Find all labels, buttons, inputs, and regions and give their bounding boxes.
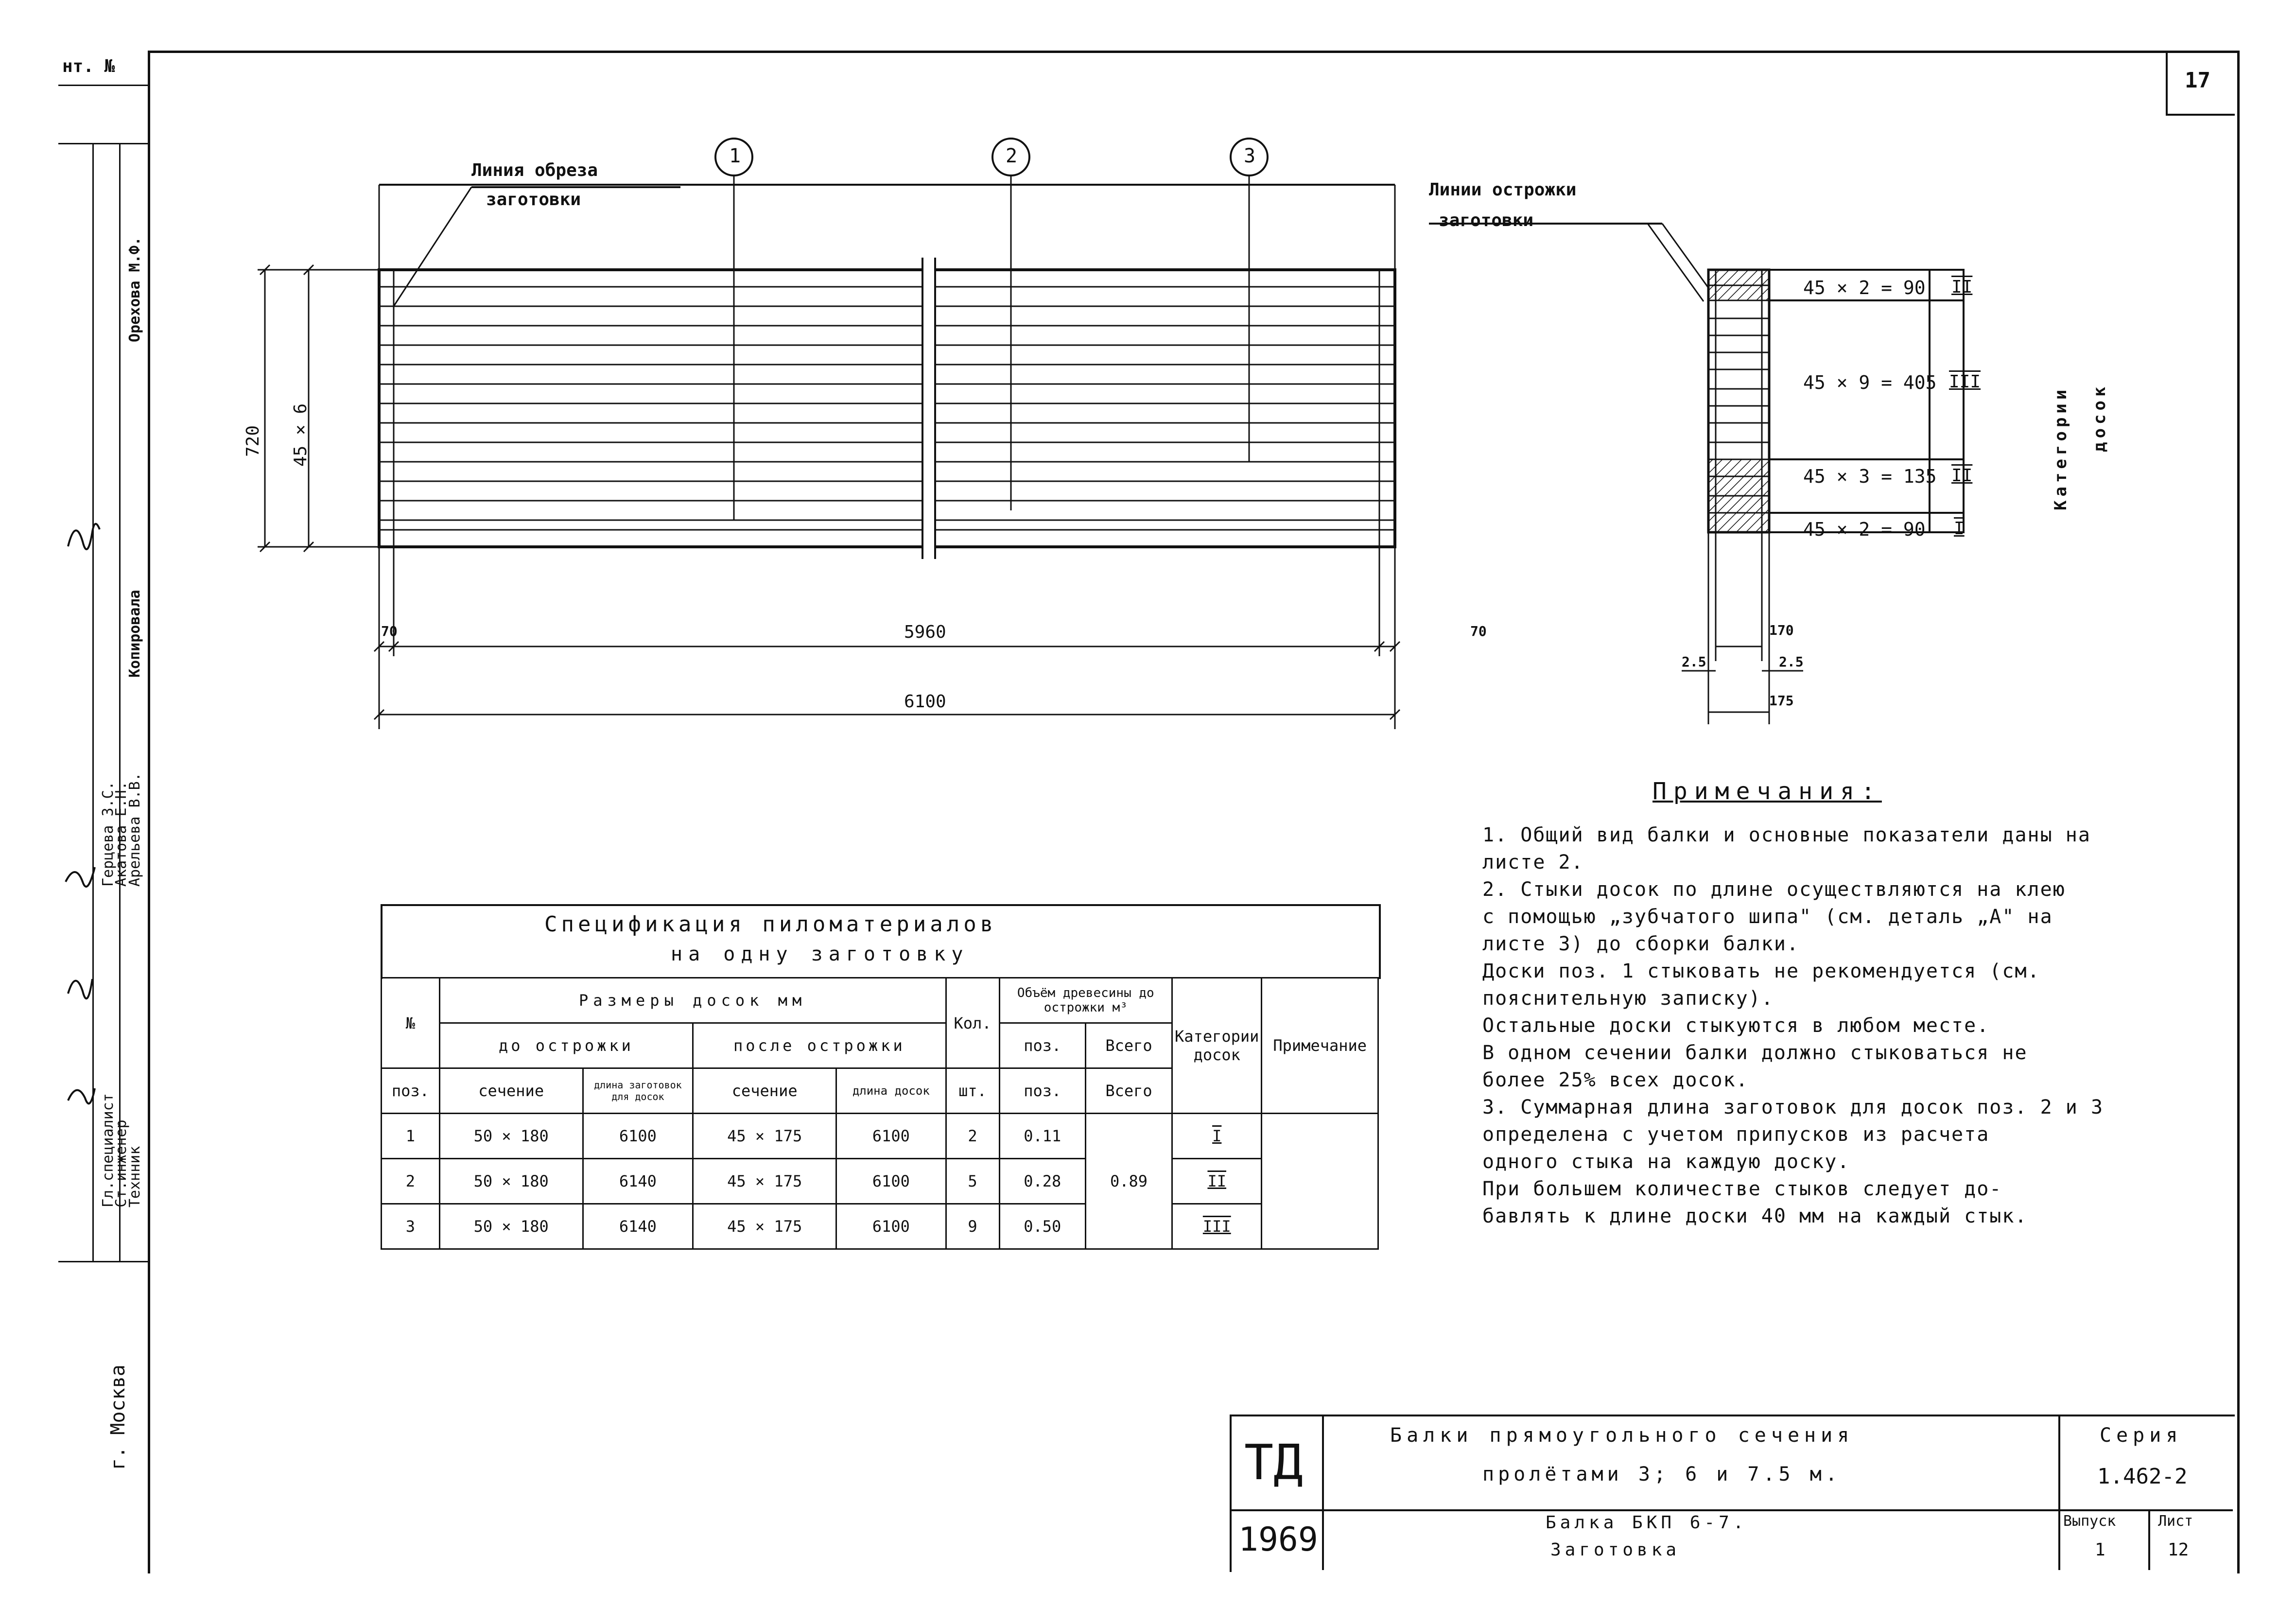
section-cat-3: II	[1951, 466, 1973, 486]
header-length-blank: длина заготовок для досок	[583, 1068, 693, 1114]
dim-end-right: 70	[1470, 623, 1487, 639]
header-vol-pos: поз.	[999, 1023, 1085, 1068]
table-row	[382, 1159, 1378, 1204]
note-line: Остальные доски стыкуются в любом месте.	[1482, 1014, 1990, 1037]
signer-role-2: Ст.инженер	[113, 1119, 130, 1207]
note-line: При большем количестве стыков следует до-	[1482, 1178, 2002, 1200]
dim-2-5-right: 2.5	[1779, 654, 1804, 670]
section-row-4: 45 × 2 = 90	[1803, 519, 1926, 540]
note-line: 1. Общий вид балки и основные показатели даны на	[1482, 824, 2091, 846]
row-volume: 0.11	[999, 1114, 1085, 1159]
section-row-3: 45 × 3 = 135	[1803, 466, 1937, 487]
row-length-blank: 6140	[583, 1159, 693, 1204]
row-no: 1	[382, 1114, 440, 1159]
planing-label-2: заготовки	[1439, 210, 1534, 230]
sheet-title-2: Заготовка	[1550, 1540, 1681, 1560]
header-qty-unit: шт.	[946, 1068, 999, 1114]
spec-table-title-1: Спецификация пиломатериалов	[544, 912, 997, 937]
signer-role-3: Технник	[126, 1146, 143, 1207]
series-label: Серия	[2100, 1424, 2183, 1447]
row-section-before: 50 × 180	[439, 1159, 583, 1204]
category-label-2: досок	[2090, 383, 2109, 452]
dim-total-length: 6100	[904, 692, 946, 712]
note-line: с помощью „зубчатого шипа" (см. деталь „А" на	[1482, 906, 2053, 928]
copier-name: Орехова М.Ф.	[126, 237, 143, 342]
sheet-number: 17	[2185, 68, 2210, 93]
row-length-board: 6100	[836, 1204, 946, 1249]
dim-2-5-left: 2.5	[1682, 654, 1706, 670]
position-1-label: 1	[729, 145, 741, 167]
signer-role-1: Гл.специалист	[100, 1093, 117, 1207]
position-2-label: 2	[1006, 145, 1018, 167]
row-length-board: 6100	[836, 1114, 946, 1159]
sheet-value: 12	[2168, 1540, 2189, 1560]
section-cat-1: II	[1951, 277, 1973, 297]
header-no: №	[382, 978, 440, 1068]
signer-name-2: Акатова Е.Н.	[113, 781, 130, 887]
header-sizes: Размеры досок мм	[439, 978, 946, 1023]
header-length-board: длина досок	[836, 1068, 946, 1114]
note-line: В одном сечении балки должно стыковаться не	[1482, 1042, 2028, 1064]
notes-body	[1482, 821, 2192, 1230]
title-line-2: пролётами 3; 6 и 7.5 м.	[1482, 1463, 1841, 1485]
row-section-after: 45 × 175	[693, 1204, 836, 1249]
cross-section-drawing	[1419, 185, 2027, 729]
city-label: г. Москва	[107, 1364, 129, 1470]
title-year: 1969	[1238, 1520, 1318, 1559]
header-pos: поз.	[382, 1068, 440, 1114]
inv-no-label: нт. №	[62, 56, 115, 76]
dim-end-left: 70	[381, 623, 398, 639]
row-qty: 2	[946, 1114, 999, 1159]
cut-line-label-2: заготовки	[486, 190, 581, 210]
table-row	[382, 1114, 1378, 1159]
section-row-1: 45 × 2 = 90	[1803, 277, 1926, 298]
row-category: II	[1172, 1159, 1262, 1204]
category-label-1: Категории	[2051, 385, 2070, 510]
sheet-title-1: Балка БКП 6-7.	[1546, 1513, 1748, 1533]
header-after: после острожки	[693, 1023, 946, 1068]
spec-table	[381, 977, 1379, 1250]
note-line: бавлять к длине доски 40 мм на каждый стык.	[1482, 1205, 2028, 1227]
header-section-2: сечение	[693, 1068, 836, 1114]
note-line: Доски поз. 1 стыковать не рекомендуется (см.	[1482, 960, 2040, 982]
title-line-1: Балки прямоугольного сечения	[1390, 1424, 1854, 1447]
section-row-2: 45 × 9 = 405	[1803, 372, 1937, 393]
note-line: листе 3) до сборки балки.	[1482, 933, 1800, 955]
row-no: 3	[382, 1204, 440, 1249]
table-row	[382, 1204, 1378, 1249]
spec-table-title-2: на одну заготовку	[671, 943, 969, 965]
note-line: определена с учетом припусков из расчета	[1482, 1123, 1990, 1146]
note-line: 3. Суммарная длина заготовок для досок поз. 2 и 3	[1482, 1096, 2104, 1118]
section-cat-2: III	[1949, 372, 1981, 392]
section-cat-4: I	[1954, 519, 1965, 539]
row-qty: 5	[946, 1159, 999, 1204]
row-length-board: 6100	[836, 1159, 946, 1204]
row-length-blank: 6100	[583, 1114, 693, 1159]
header-vol-total: Всего	[1085, 1023, 1172, 1068]
row-qty: 9	[946, 1204, 999, 1249]
row-section-after: 45 × 175	[693, 1159, 836, 1204]
note-line: одного стыка на каждую доску.	[1482, 1151, 1850, 1173]
series-value: 1.462-2	[2097, 1464, 2188, 1489]
signer-name-1: Герцева З.С.	[100, 781, 117, 887]
total-volume: 0.89	[1085, 1114, 1172, 1249]
row-category: III	[1172, 1204, 1262, 1249]
note-line: листе 2.	[1482, 851, 1584, 873]
signer-name-3: Арельева В.В.	[126, 772, 143, 887]
beam-drawing	[219, 112, 1534, 753]
dim-170: 170	[1769, 622, 1794, 638]
cut-line-label-1: Линия обреза	[471, 160, 598, 180]
header-vol-pos-2: поз.	[999, 1068, 1085, 1114]
header-before: до острожки	[439, 1023, 693, 1068]
header-qty: Кол.	[946, 978, 999, 1068]
note-line: пояснительную записку).	[1482, 987, 1774, 1010]
notes-title: Примечания:	[1652, 778, 1882, 805]
header-section-1: сечение	[439, 1068, 583, 1114]
row-volume: 0.28	[999, 1159, 1085, 1204]
signatures	[58, 143, 148, 1261]
issue-label: Выпуск	[2063, 1513, 2116, 1530]
header-vol-total-2: Всего	[1085, 1068, 1172, 1114]
row-volume: 0.50	[999, 1204, 1085, 1249]
row-section-before: 50 × 180	[439, 1114, 583, 1159]
dim-inner-length: 5960	[904, 622, 946, 642]
sheet-label: Лист	[2158, 1513, 2193, 1530]
copied-label: Копировала	[126, 590, 143, 678]
dim-height-total: 720	[243, 425, 263, 457]
note-line: более 25% всех досок.	[1482, 1069, 1749, 1091]
row-no: 2	[382, 1159, 440, 1204]
header-category: Категории досок	[1172, 978, 1262, 1114]
row-section-before: 50 × 180	[439, 1204, 583, 1249]
dim-height-boards: 45 × 6	[291, 403, 311, 467]
row-length-blank: 6140	[583, 1204, 693, 1249]
note-line: 2. Стыки досок по длине осуществляются на клею	[1482, 878, 2066, 901]
row-category: I	[1172, 1114, 1262, 1159]
dim-175: 175	[1769, 693, 1794, 709]
issue-value: 1	[2095, 1540, 2105, 1560]
header-note: Примечание	[1262, 978, 1378, 1114]
row-note	[1262, 1114, 1378, 1249]
row-section-after: 45 × 175	[693, 1114, 836, 1159]
position-3-label: 3	[1244, 145, 1256, 167]
left-stamp	[58, 51, 148, 1571]
header-volume: Объём древесины до острожки м³	[999, 978, 1172, 1023]
planing-label-1: Линии острожки	[1429, 180, 1577, 200]
title-td: ТД	[1244, 1434, 1303, 1491]
